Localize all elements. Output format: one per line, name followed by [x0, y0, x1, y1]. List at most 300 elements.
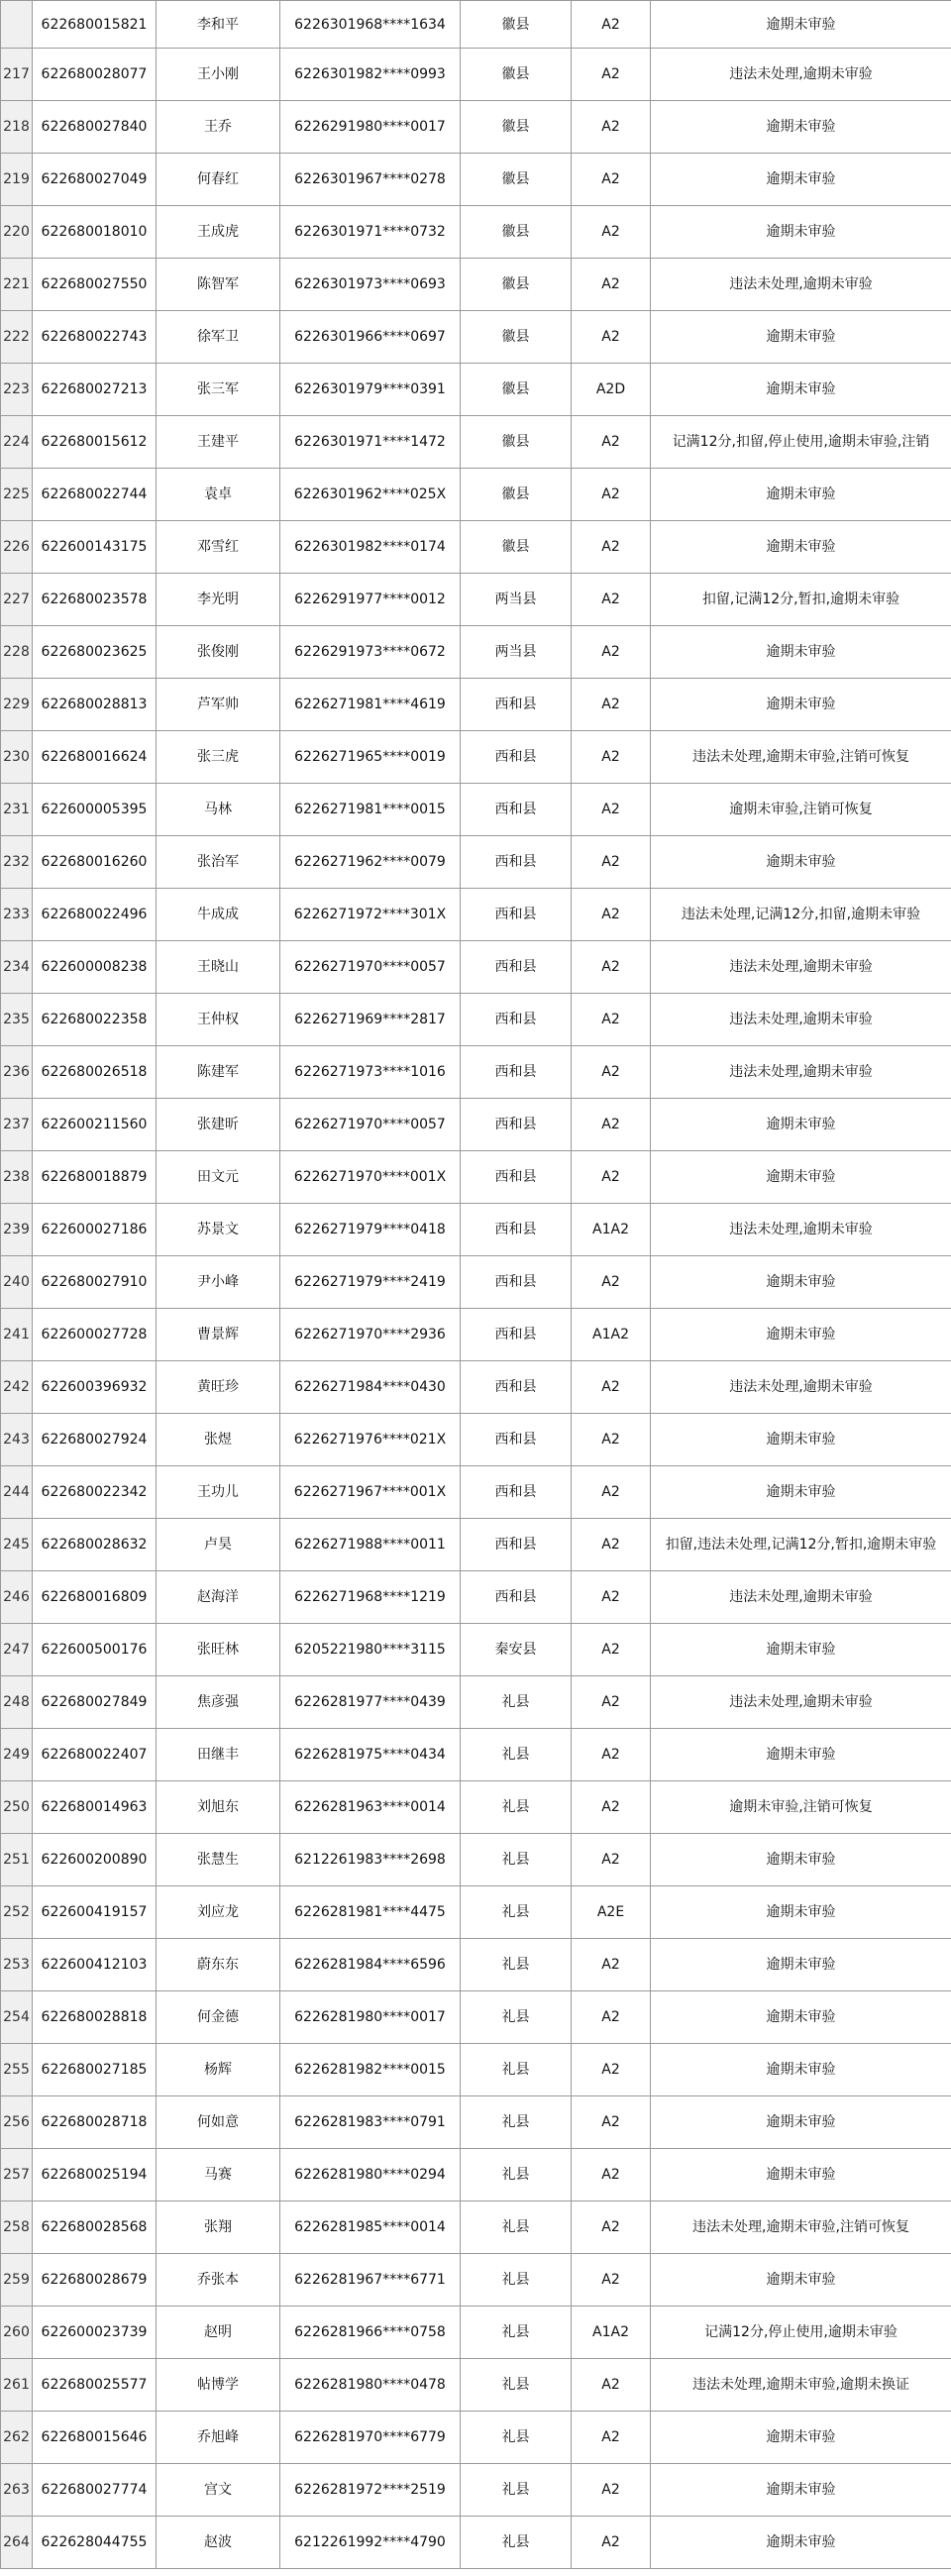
row-index-cell: 220: [1, 206, 33, 259]
status-cell: 违法未处理,逾期未审验: [651, 259, 951, 311]
archive-number-cell: 622680025194: [33, 2149, 157, 2201]
row-index-cell: 222: [1, 311, 33, 364]
table-row: [1, 2044, 951, 2096]
license-class-cell: A2E: [572, 1886, 651, 1939]
driver-name-cell: 王建平: [157, 416, 280, 469]
license-class-cell: A2: [572, 1, 651, 49]
id-card-number-cell: 6226301967****0278: [280, 154, 461, 206]
table-row: [1, 101, 951, 154]
archive-number-cell: 622680022407: [33, 1729, 157, 1781]
id-card-number-cell: 6226271973****1016: [280, 1046, 461, 1099]
archive-number-cell: 622600027728: [33, 1309, 157, 1361]
county-cell: 西和县: [461, 1519, 572, 1571]
license-class-cell: A2: [572, 521, 651, 574]
row-index-cell: 255: [1, 2044, 33, 2096]
row-index-cell: 224: [1, 416, 33, 469]
status-cell: 逾期未审验: [651, 1414, 951, 1466]
row-index-cell: 257: [1, 2149, 33, 2201]
driver-name-cell: 徐军卫: [157, 311, 280, 364]
archive-number-cell: 622680028632: [33, 1519, 157, 1571]
county-cell: 礼县: [461, 1991, 572, 2044]
row-index-cell: 241: [1, 1309, 33, 1361]
row-index-cell: 245: [1, 1519, 33, 1571]
row-index-cell: 235: [1, 994, 33, 1046]
county-cell: 西和县: [461, 784, 572, 836]
county-cell: 礼县: [461, 1939, 572, 1991]
license-class-cell: A2: [572, 154, 651, 206]
status-cell: 逾期未审验: [651, 206, 951, 259]
row-index-cell: [1, 1, 33, 49]
archive-number-cell: 622600027186: [33, 1204, 157, 1256]
table-row: [1, 1, 951, 49]
county-cell: 徽县: [461, 49, 572, 101]
license-class-cell: A2: [572, 889, 651, 941]
county-cell: 徽县: [461, 259, 572, 311]
driver-name-cell: 张治军: [157, 836, 280, 889]
id-card-number-cell: 6226271970****0057: [280, 1099, 461, 1151]
driver-name-cell: 帖博学: [157, 2359, 280, 2412]
license-class-cell: A2: [572, 1571, 651, 1624]
id-card-number-cell: 6226281970****6779: [280, 2412, 461, 2464]
driver-name-cell: 李和平: [157, 1, 280, 49]
table-row: [1, 1571, 951, 1624]
row-index-cell: 244: [1, 1466, 33, 1519]
license-class-cell: A2: [572, 574, 651, 626]
id-card-number-cell: 6226301979****0391: [280, 364, 461, 416]
status-cell: 违法未处理,逾期未审验: [651, 1571, 951, 1624]
driver-name-cell: 刘旭东: [157, 1781, 280, 1834]
archive-number-cell: 622680028813: [33, 679, 157, 731]
id-card-number-cell: 6226281977****0439: [280, 1676, 461, 1729]
archive-number-cell: 622680015821: [33, 1, 157, 49]
table-row: [1, 2149, 951, 2201]
id-card-number-cell: 6226301971****1472: [280, 416, 461, 469]
table-row: [1, 784, 951, 836]
county-cell: 两当县: [461, 626, 572, 679]
county-cell: 西和县: [461, 679, 572, 731]
driver-name-cell: 张翔: [157, 2201, 280, 2254]
id-card-number-cell: 6226271979****0418: [280, 1204, 461, 1256]
county-cell: 礼县: [461, 1729, 572, 1781]
archive-number-cell: 622680028568: [33, 2201, 157, 2254]
driver-name-cell: 何金德: [157, 1991, 280, 2044]
county-cell: 西和县: [461, 1046, 572, 1099]
row-index-cell: 221: [1, 259, 33, 311]
county-cell: 西和县: [461, 836, 572, 889]
county-cell: 徽县: [461, 311, 572, 364]
id-card-number-cell: 6226301982****0174: [280, 521, 461, 574]
status-cell: 逾期未审验: [651, 1309, 951, 1361]
license-class-cell: A2: [572, 101, 651, 154]
status-cell: 逾期未审验: [651, 1256, 951, 1309]
status-cell: 逾期未审验: [651, 1099, 951, 1151]
driver-name-cell: 王乔: [157, 101, 280, 154]
row-index-cell: 253: [1, 1939, 33, 1991]
license-class-cell: A2: [572, 1834, 651, 1886]
table-row: [1, 994, 951, 1046]
row-index-cell: 247: [1, 1624, 33, 1676]
county-cell: 礼县: [461, 2464, 572, 2517]
driver-name-cell: 牛成成: [157, 889, 280, 941]
archive-number-cell: 622680028679: [33, 2254, 157, 2307]
license-class-cell: A2: [572, 731, 651, 784]
id-card-number-cell: 6226291977****0012: [280, 574, 461, 626]
driver-name-cell: 何春红: [157, 154, 280, 206]
id-card-number-cell: 6226271976****021X: [280, 1414, 461, 1466]
county-cell: 西和县: [461, 1099, 572, 1151]
driver-name-cell: 张旺林: [157, 1624, 280, 1676]
license-class-cell: A2: [572, 2464, 651, 2517]
status-cell: 记满12分,停止使用,逾期未审验: [651, 2307, 951, 2359]
status-cell: 逾期未审验: [651, 1834, 951, 1886]
county-cell: 西和县: [461, 1151, 572, 1204]
status-cell: 违法未处理,逾期未审验,注销可恢复: [651, 731, 951, 784]
archive-number-cell: 622600412103: [33, 1939, 157, 1991]
row-index-cell: 256: [1, 2096, 33, 2149]
license-class-cell: A2: [572, 469, 651, 521]
driver-name-cell: 何如意: [157, 2096, 280, 2149]
archive-number-cell: 622680027213: [33, 364, 157, 416]
row-index-cell: 238: [1, 1151, 33, 1204]
id-card-number-cell: 6226271988****0011: [280, 1519, 461, 1571]
archive-number-cell: 622680027774: [33, 2464, 157, 2517]
archive-number-cell: 622680022358: [33, 994, 157, 1046]
county-cell: 西和县: [461, 994, 572, 1046]
table-row: [1, 1256, 951, 1309]
id-card-number-cell: 6226271965****0019: [280, 731, 461, 784]
driver-name-cell: 袁卓: [157, 469, 280, 521]
id-card-number-cell: 6226301962****025X: [280, 469, 461, 521]
driver-name-cell: 蔚东东: [157, 1939, 280, 1991]
row-index-cell: 228: [1, 626, 33, 679]
status-cell: 违法未处理,逾期未审验: [651, 941, 951, 994]
table-row: [1, 1519, 951, 1571]
archive-number-cell: 622680016624: [33, 731, 157, 784]
row-index-cell: 254: [1, 1991, 33, 2044]
archive-number-cell: 622680022496: [33, 889, 157, 941]
license-class-cell: A2: [572, 2517, 651, 2569]
driver-name-cell: 苏景文: [157, 1204, 280, 1256]
id-card-number-cell: 6226281980****0478: [280, 2359, 461, 2412]
license-class-cell: A2: [572, 2096, 651, 2149]
table-row: [1, 1204, 951, 1256]
county-cell: 西和县: [461, 941, 572, 994]
archive-number-cell: 622680023625: [33, 626, 157, 679]
row-index-cell: 263: [1, 2464, 33, 2517]
county-cell: 徽县: [461, 101, 572, 154]
row-index-cell: 261: [1, 2359, 33, 2412]
archive-number-cell: 622600023739: [33, 2307, 157, 2359]
county-cell: 礼县: [461, 1886, 572, 1939]
license-class-cell: A2: [572, 1151, 651, 1204]
license-class-cell: A2: [572, 679, 651, 731]
status-cell: 逾期未审验: [651, 1, 951, 49]
county-cell: 礼县: [461, 2412, 572, 2464]
table-row: [1, 1834, 951, 1886]
id-card-number-cell: 6226281966****0758: [280, 2307, 461, 2359]
archive-number-cell: 622680028077: [33, 49, 157, 101]
license-class-cell: A2: [572, 941, 651, 994]
status-cell: 逾期未审验: [651, 2254, 951, 2307]
id-card-number-cell: 6226281981****4475: [280, 1886, 461, 1939]
status-cell: 逾期未审验: [651, 2149, 951, 2201]
table-row: [1, 574, 951, 626]
status-cell: 逾期未审验: [651, 2096, 951, 2149]
driver-name-cell: 宫文: [157, 2464, 280, 2517]
id-card-number-cell: 6226271969****2817: [280, 994, 461, 1046]
table-row: [1, 259, 951, 311]
row-index-cell: 218: [1, 101, 33, 154]
status-cell: 逾期未审验: [651, 1466, 951, 1519]
driver-name-cell: 王仲权: [157, 994, 280, 1046]
table-body: [1, 1, 951, 2569]
row-index-cell: 252: [1, 1886, 33, 1939]
driver-name-cell: 王功儿: [157, 1466, 280, 1519]
row-index-cell: 250: [1, 1781, 33, 1834]
table-row: [1, 1099, 951, 1151]
row-index-cell: 242: [1, 1361, 33, 1414]
table-row: [1, 1466, 951, 1519]
license-class-cell: A2: [572, 1676, 651, 1729]
archive-number-cell: 622680015612: [33, 416, 157, 469]
id-card-number-cell: 6226301973****0693: [280, 259, 461, 311]
driver-name-cell: 陈智军: [157, 259, 280, 311]
county-cell: 两当县: [461, 574, 572, 626]
status-cell: 逾期未审验: [651, 364, 951, 416]
archive-number-cell: 622680027840: [33, 101, 157, 154]
row-index-cell: 227: [1, 574, 33, 626]
status-cell: 违法未处理,逾期未审验: [651, 1204, 951, 1256]
table-row: [1, 889, 951, 941]
county-cell: 礼县: [461, 2044, 572, 2096]
status-cell: 逾期未审验: [651, 836, 951, 889]
license-class-cell: A2: [572, 784, 651, 836]
driver-name-cell: 李光明: [157, 574, 280, 626]
id-card-number-cell: 6226271981****0015: [280, 784, 461, 836]
archive-number-cell: 622680022744: [33, 469, 157, 521]
id-card-number-cell: 6226271970****0057: [280, 941, 461, 994]
county-cell: 徽县: [461, 521, 572, 574]
status-cell: 记满12分,扣留,停止使用,逾期未审验,注销: [651, 416, 951, 469]
driver-name-cell: 田继丰: [157, 1729, 280, 1781]
archive-number-cell: 622680018879: [33, 1151, 157, 1204]
row-index-cell: 234: [1, 941, 33, 994]
driver-name-cell: 张煜: [157, 1414, 280, 1466]
row-index-cell: 262: [1, 2412, 33, 2464]
archive-number-cell: 622680022342: [33, 1466, 157, 1519]
id-card-number-cell: 6226271984****0430: [280, 1361, 461, 1414]
license-class-cell: A2: [572, 1361, 651, 1414]
id-card-number-cell: 6226281983****0791: [280, 2096, 461, 2149]
table-row: [1, 2412, 951, 2464]
status-cell: 违法未处理,逾期未审验: [651, 1676, 951, 1729]
status-cell: 逾期未审验: [651, 1939, 951, 1991]
table-row: [1, 2307, 951, 2359]
id-card-number-cell: 6226281982****0015: [280, 2044, 461, 2096]
license-class-cell: A2: [572, 1939, 651, 1991]
archive-number-cell: 622680014963: [33, 1781, 157, 1834]
license-class-cell: A2: [572, 994, 651, 1046]
status-cell: 逾期未审验: [651, 1991, 951, 2044]
status-cell: 逾期未审验: [651, 2044, 951, 2096]
status-cell: 逾期未审验: [651, 1624, 951, 1676]
table-row: [1, 521, 951, 574]
archive-number-cell: 622600143175: [33, 521, 157, 574]
county-cell: 礼县: [461, 2254, 572, 2307]
status-cell: 违法未处理,逾期未审验: [651, 994, 951, 1046]
license-class-cell: A2: [572, 1624, 651, 1676]
archive-number-cell: 622680016809: [33, 1571, 157, 1624]
license-class-cell: A2: [572, 49, 651, 101]
table-row: [1, 679, 951, 731]
license-class-cell: A2D: [572, 364, 651, 416]
id-card-number-cell: 6226271968****1219: [280, 1571, 461, 1624]
table-row: [1, 206, 951, 259]
table-row: [1, 626, 951, 679]
archive-number-cell: 622600419157: [33, 1886, 157, 1939]
table-row: [1, 2201, 951, 2254]
driver-name-cell: 赵海洋: [157, 1571, 280, 1624]
status-cell: 逾期未审验: [651, 101, 951, 154]
status-cell: 逾期未审验: [651, 469, 951, 521]
driver-name-cell: 张三虎: [157, 731, 280, 784]
driver-name-cell: 张慧生: [157, 1834, 280, 1886]
driver-name-cell: 刘应龙: [157, 1886, 280, 1939]
driver-name-cell: 王小刚: [157, 49, 280, 101]
table-row: [1, 1151, 951, 1204]
id-card-number-cell: 6226281972****2519: [280, 2464, 461, 2517]
county-cell: 西和县: [461, 1361, 572, 1414]
table-row: [1, 731, 951, 784]
row-index-cell: 239: [1, 1204, 33, 1256]
id-card-number-cell: 6226281963****0014: [280, 1781, 461, 1834]
driver-name-cell: 王晓山: [157, 941, 280, 994]
status-cell: 逾期未审验: [651, 1151, 951, 1204]
row-index-cell: 225: [1, 469, 33, 521]
county-cell: 西和县: [461, 1571, 572, 1624]
archive-number-cell: 622680027924: [33, 1414, 157, 1466]
archive-number-cell: 622600005395: [33, 784, 157, 836]
driver-name-cell: 张三军: [157, 364, 280, 416]
license-class-cell: A2: [572, 1991, 651, 2044]
status-cell: 违法未处理,逾期未审验: [651, 49, 951, 101]
county-cell: 西和县: [461, 1204, 572, 1256]
license-class-cell: A2: [572, 1519, 651, 1571]
id-card-number-cell: 6226281967****6771: [280, 2254, 461, 2307]
archive-number-cell: 622680027550: [33, 259, 157, 311]
archive-number-cell: 622600500176: [33, 1624, 157, 1676]
table-row: [1, 2464, 951, 2517]
license-class-cell: A2: [572, 1781, 651, 1834]
status-cell: 违法未处理,逾期未审验: [651, 1046, 951, 1099]
table-row: [1, 1939, 951, 1991]
id-card-number-cell: 6226271967****001X: [280, 1466, 461, 1519]
id-card-number-cell: 6226281980****0017: [280, 1991, 461, 2044]
id-card-number-cell: 6226271970****2936: [280, 1309, 461, 1361]
id-card-number-cell: 6226271972****301X: [280, 889, 461, 941]
row-index-cell: 229: [1, 679, 33, 731]
county-cell: 西和县: [461, 889, 572, 941]
driver-name-cell: 芦军帅: [157, 679, 280, 731]
table-row: [1, 1414, 951, 1466]
license-class-cell: A1A2: [572, 1204, 651, 1256]
id-card-number-cell: 6226301971****0732: [280, 206, 461, 259]
status-cell: 逾期未审验,注销可恢复: [651, 784, 951, 836]
archive-number-cell: 622600211560: [33, 1099, 157, 1151]
driver-name-cell: 田文元: [157, 1151, 280, 1204]
driver-name-cell: 马林: [157, 784, 280, 836]
archive-number-cell: 622680023578: [33, 574, 157, 626]
table-row: [1, 2359, 951, 2412]
driver-name-cell: 张俊刚: [157, 626, 280, 679]
id-card-number-cell: 6226271970****001X: [280, 1151, 461, 1204]
archive-number-cell: 622600008238: [33, 941, 157, 994]
status-cell: 逾期未审验: [651, 311, 951, 364]
table-row: [1, 49, 951, 101]
county-cell: 礼县: [461, 2149, 572, 2201]
archive-number-cell: 622628044755: [33, 2517, 157, 2569]
county-cell: 礼县: [461, 1676, 572, 1729]
driver-name-cell: 马赛: [157, 2149, 280, 2201]
archive-number-cell: 622680027849: [33, 1676, 157, 1729]
archive-number-cell: 622680028718: [33, 2096, 157, 2149]
driver-name-cell: 邓雪红: [157, 521, 280, 574]
row-index-cell: 237: [1, 1099, 33, 1151]
status-cell: 扣留,记满12分,暂扣,逾期未审验: [651, 574, 951, 626]
license-class-cell: A2: [572, 1466, 651, 1519]
driver-name-cell: 焦彦强: [157, 1676, 280, 1729]
driver-name-cell: 王成虎: [157, 206, 280, 259]
row-index-cell: 243: [1, 1414, 33, 1466]
row-index-cell: 251: [1, 1834, 33, 1886]
county-cell: 徽县: [461, 206, 572, 259]
id-card-number-cell: 6226301982****0993: [280, 49, 461, 101]
license-class-cell: A2: [572, 2359, 651, 2412]
status-cell: 违法未处理,记满12分,扣留,逾期未审验: [651, 889, 951, 941]
license-class-cell: A2: [572, 1256, 651, 1309]
county-cell: 西和县: [461, 731, 572, 784]
license-class-cell: A2: [572, 626, 651, 679]
status-cell: 逾期未审验: [651, 2517, 951, 2569]
row-index-cell: 240: [1, 1256, 33, 1309]
row-index-cell: 264: [1, 2517, 33, 2569]
id-card-number-cell: 6226281980****0294: [280, 2149, 461, 2201]
license-class-cell: A2: [572, 1414, 651, 1466]
county-cell: 秦安县: [461, 1624, 572, 1676]
county-cell: 徽县: [461, 469, 572, 521]
table-row: [1, 364, 951, 416]
archive-number-cell: 622680015646: [33, 2412, 157, 2464]
table-row: [1, 1309, 951, 1361]
county-cell: 西和县: [461, 1309, 572, 1361]
table-row: [1, 1991, 951, 2044]
county-cell: 徽县: [461, 416, 572, 469]
archive-number-cell: 622680028818: [33, 1991, 157, 2044]
archive-number-cell: 622680016260: [33, 836, 157, 889]
id-card-number-cell: 6226301968****1634: [280, 1, 461, 49]
table-row: [1, 154, 951, 206]
table-row: [1, 311, 951, 364]
driver-name-cell: 杨辉: [157, 2044, 280, 2096]
archive-number-cell: 622680025577: [33, 2359, 157, 2412]
status-cell: 逾期未审验: [651, 1729, 951, 1781]
id-card-number-cell: 6226281975****0434: [280, 1729, 461, 1781]
status-cell: 扣留,违法未处理,记满12分,暂扣,逾期未审验: [651, 1519, 951, 1571]
county-cell: 礼县: [461, 2359, 572, 2412]
license-class-cell: A2: [572, 2412, 651, 2464]
driver-name-cell: 张建昕: [157, 1099, 280, 1151]
license-class-cell: A2: [572, 1046, 651, 1099]
